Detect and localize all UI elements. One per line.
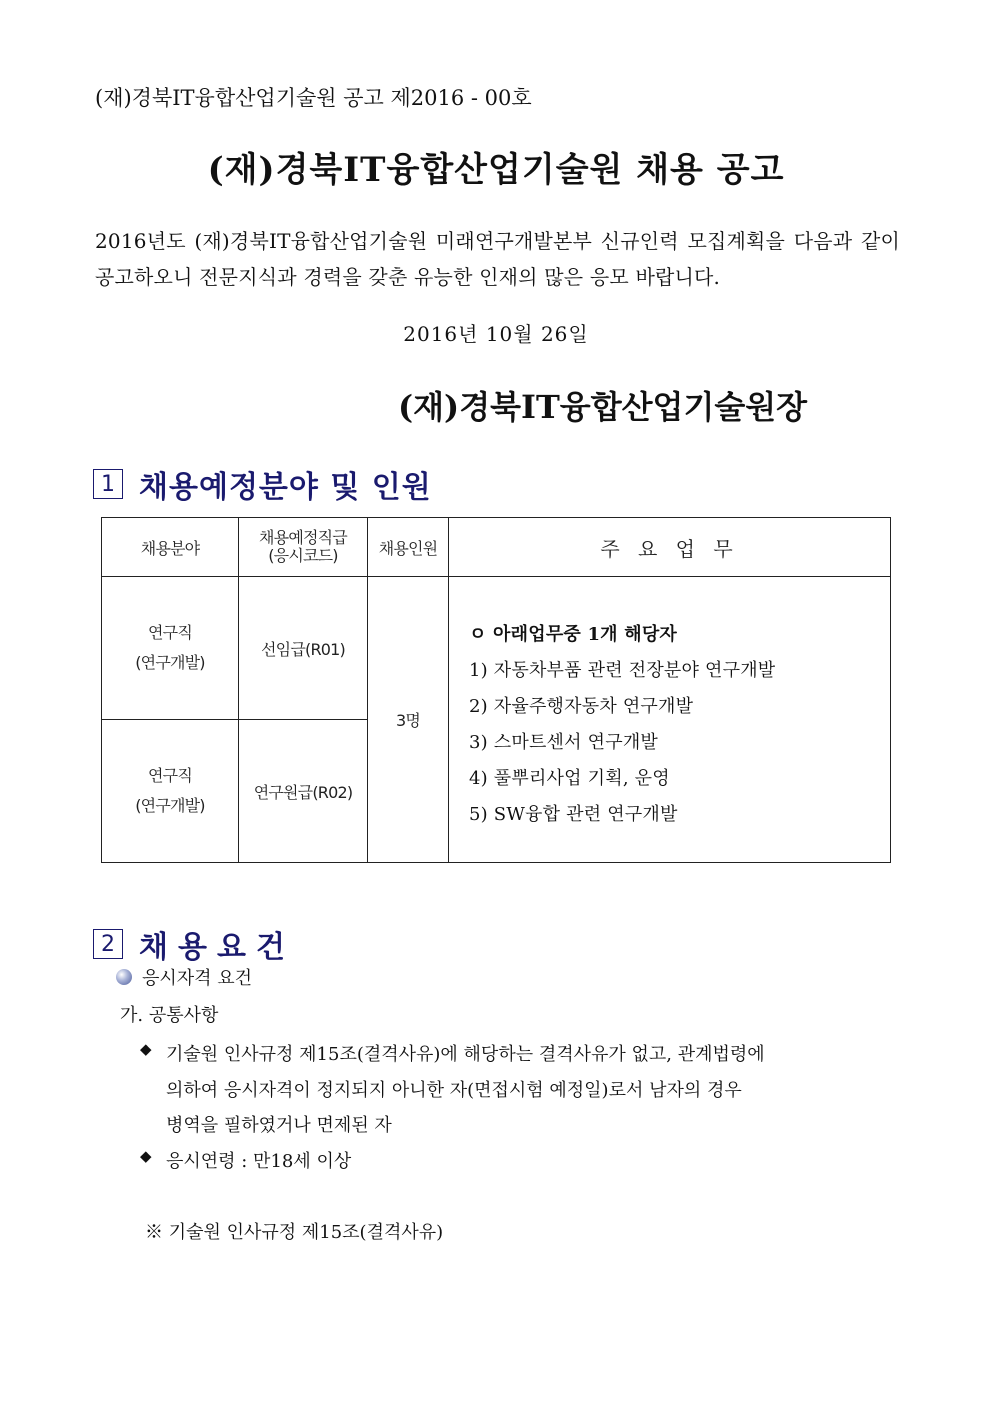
requirement-text-cont: 의하여 응시자격이 정지되지 아니한 자(면접시험 예정일)로서 남자의 경우 [166, 1080, 742, 1101]
eligibility-subheading-label: 응시자격 요건 [142, 968, 253, 989]
field-name: 연구직 [148, 623, 192, 642]
table-row [102, 577, 891, 720]
section-2-number: 2 [93, 929, 123, 959]
section-1-number: 1 [93, 469, 123, 499]
section-1-title: 채용예정분야 및 인원 [139, 470, 432, 505]
list-item: 3) 스마트센서 연구개발 [469, 732, 659, 753]
header-field: 채용분야 [102, 518, 239, 577]
list-item: 1) 자동차부품 관련 전장분야 연구개발 [469, 660, 776, 681]
diamond-bullet-icon: ◆ [140, 1040, 152, 1058]
list-item: 4) 풀뿌리사업 기획, 운영 [469, 768, 670, 789]
grade-cell: 연구원급(R02) [239, 720, 368, 863]
requirement-item [140, 1040, 765, 1066]
field-cell [102, 577, 239, 720]
intro-paragraph: 2016년도 (재)경북IT융합산업기술원 미래연구개발본부 신규인력 모집계획을 다음과 같이 공고하오니 전문지식과 경력을 갖춘 유능한 인재의 많은 응모 바랍니다. [95, 229, 900, 289]
requirement-text-cont: 병역을 필하였거나 면제된 자 [166, 1115, 392, 1136]
duties-cell [449, 577, 891, 863]
reference-note: ※ 기술원 인사규정 제15조(결격사유) [145, 1222, 444, 1243]
announcement-date: 2016년 10월 26일 [403, 322, 589, 346]
field-name: 연구직 [148, 766, 192, 785]
field-sub: (연구개발) [135, 653, 205, 672]
field-sub: (연구개발) [135, 796, 205, 815]
grade-cell: 선임급(R01) [239, 577, 368, 720]
section-1-heading [93, 462, 432, 506]
requirement-text: 응시연령 : 만18세 이상 [166, 1151, 352, 1172]
common-items-label: 가. 공통사항 [120, 1005, 219, 1026]
section-2-heading [93, 922, 295, 966]
table-header-row [102, 518, 891, 577]
section-2-title: 채용요건 [139, 930, 295, 965]
header-duties: 주 요 업 무 [449, 518, 891, 577]
recruitment-table [101, 517, 891, 863]
bullet-orb-icon [116, 969, 132, 985]
requirement-item [140, 1147, 351, 1173]
requirement-text: 기술원 인사규정 제15조(결격사유)에 해당하는 결격사유가 없고, 관계법령에 [166, 1044, 765, 1065]
list-item: 5) SW융합 관련 연구개발 [469, 804, 678, 825]
header-headcount: 채용인원 [368, 518, 449, 577]
issuer-name: (재)경북IT융합산업기술원장 [398, 388, 808, 426]
field-cell [102, 720, 239, 863]
header-grade: 채용예정직급 (응시코드) [239, 518, 368, 577]
headcount-cell: 3명 [368, 577, 449, 863]
diamond-bullet-icon: ◆ [140, 1147, 152, 1165]
duties-heading: ㅇ 아래업무중 1개 해당자 [469, 624, 678, 645]
page-title: (재)경북IT융합산업기술원 채용 공고 [207, 150, 785, 190]
list-item: 2) 자율주행자동차 연구개발 [469, 696, 694, 717]
notice-number: (재)경북IT융합산업기술원 공고 제2016 - 00호 [95, 86, 532, 110]
eligibility-subheading [116, 964, 252, 990]
